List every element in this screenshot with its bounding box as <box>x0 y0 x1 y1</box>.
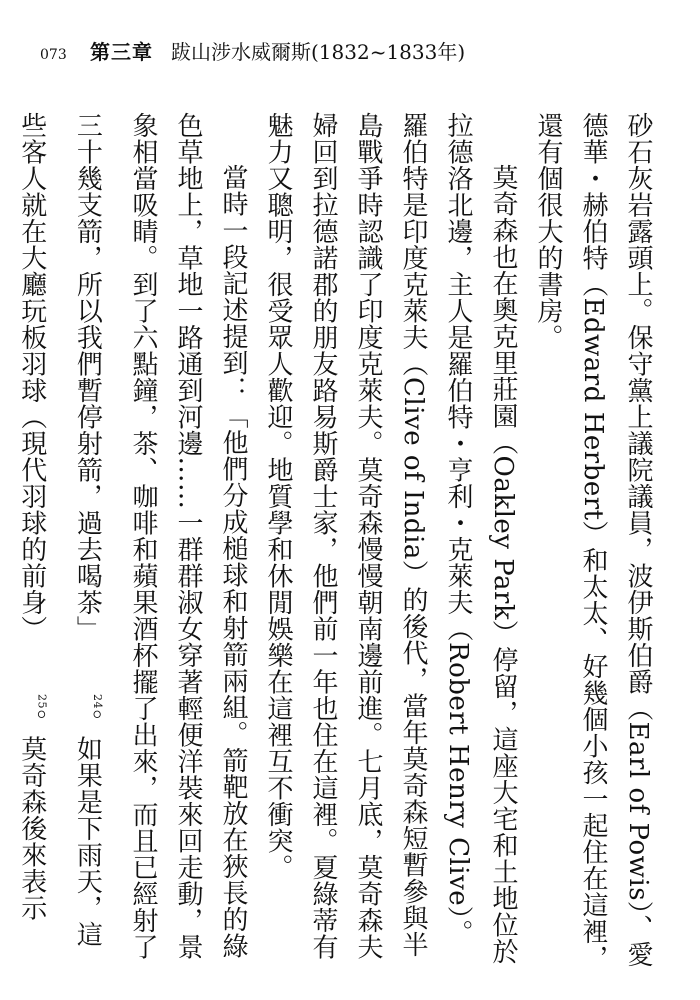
vertical-body-text <box>16 112 660 972</box>
footnote-24: 24 <box>91 694 104 709</box>
paragraph-1: 砂石灰岩露頭上。保守黨上議院議員，波伊斯伯爵（Earl of Powis）、愛德華・赫伯特（Edward Herbert）和太太、好幾個小孩一起住在這裡，還有個很大的書房。 <box>533 112 653 972</box>
paragraph-3-part-c: 。莫奇森後來表示 <box>16 709 47 921</box>
page-number: 073 <box>40 47 67 63</box>
paragraph-3-part-b: 。如果是下雨天，這些客人就在大廳玩板羽球（現代羽球的前身） <box>16 112 103 948</box>
chapter-title: 跋山涉水威爾斯(1832~1833年) <box>171 40 466 64</box>
paragraph-3 <box>0 112 255 972</box>
paragraph-3-part-a: 當時一段記述提到：「他們分成槌球和射箭兩組。箭靶放在狹長的綠色草地上，草地一路通到河邊……一群群淑女穿著輕便洋裝來回走動，景象相當吸睛。到了六點鐘，茶、咖啡和蘋果酒杯擺了出來，而且已經射了三十幾支箭，所以我們暫停射箭，過去喝茶」 <box>72 112 248 960</box>
footnote-26 <box>0 589 9 656</box>
paragraph-2: 莫奇森也在奧克里莊園（Oakley Park）停留，這座大宅和土地位於拉德洛北邊，主人是羅伯特・亨利・克萊夫（Robert Henry Clive）。羅伯特是印度克萊夫（Clive of India）的後代，當年莫奇森短暫參與半島戰爭時認識了印度克萊夫。莫奇森慢慢朝南邊前進。七月底，莫奇森夫婦回到拉德諾郡的朋友路易斯爵士家，他們前一年也住在這裡。夏綠蒂有魅力又聰明，很受眾人歡迎。地質學和休閒娛樂在這裡互不衝突。 <box>263 112 518 965</box>
footnote-25: 25 <box>35 694 49 709</box>
chapter-label: 第三章 <box>90 40 153 64</box>
page-header <box>40 36 466 64</box>
